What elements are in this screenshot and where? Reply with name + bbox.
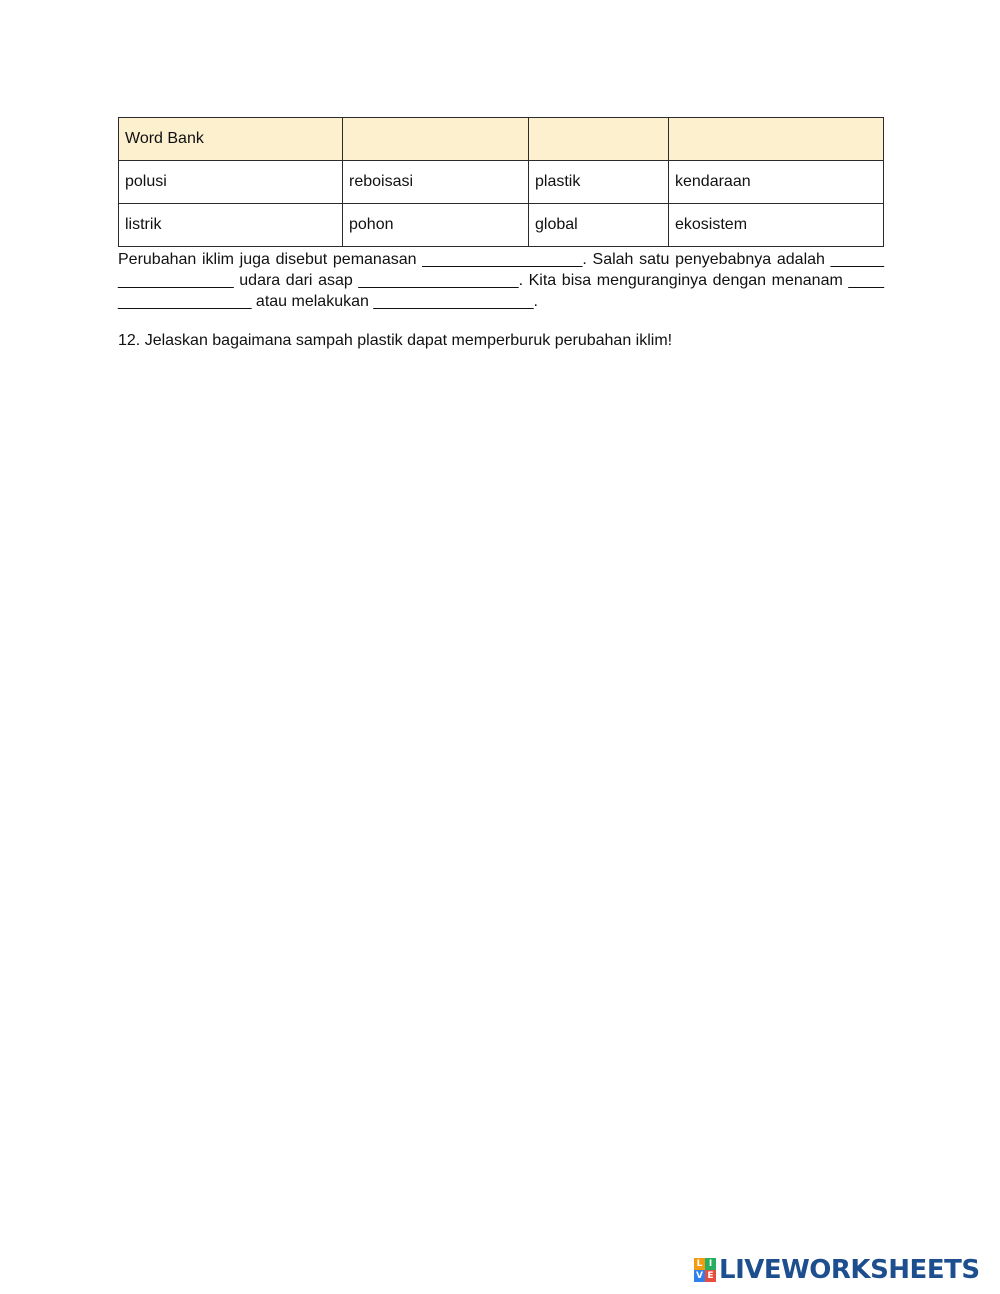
word-bank-header-cell xyxy=(343,118,529,161)
word-bank-title: Word Bank xyxy=(119,118,343,161)
cloze-line-1: Perubahan iklim juga disebut pemanasan __________________. Salah satu penyebabnya adalah ______ xyxy=(118,251,884,268)
word-bank-word: polusi xyxy=(119,161,343,204)
word-bank-row xyxy=(119,161,884,204)
word-bank-word: reboisasi xyxy=(343,161,529,204)
word-bank-word: ekosistem xyxy=(669,204,884,247)
word-bank-header-row xyxy=(119,118,884,161)
cloze-line-3: _______________ atau melakukan __________________. xyxy=(118,293,538,310)
cloze-line-2: _____________ udara dari asap __________________. Kita bisa menguranginya dengan menanam ____ xyxy=(118,272,884,289)
word-bank-word: pohon xyxy=(343,204,529,247)
word-bank-word: kendaraan xyxy=(669,161,884,204)
word-bank-word: global xyxy=(529,204,669,247)
word-bank-header-cell xyxy=(529,118,669,161)
word-bank-header-cell xyxy=(669,118,884,161)
word-bank-word: listrik xyxy=(119,204,343,247)
word-bank-table xyxy=(118,117,884,247)
word-bank-word: plastik xyxy=(529,161,669,204)
logo-text: LIVEWORKSHEETS xyxy=(719,1255,980,1285)
question-12: 12. Jelaskan bagaimana sampah plastik dapat memperburuk perubahan iklim! xyxy=(118,332,673,349)
word-bank-row xyxy=(119,204,884,247)
liveworksheets-logo xyxy=(694,1256,980,1284)
cloze-paragraph xyxy=(118,249,884,312)
liveworksheets-logo-icon: L I V E xyxy=(694,1258,716,1282)
